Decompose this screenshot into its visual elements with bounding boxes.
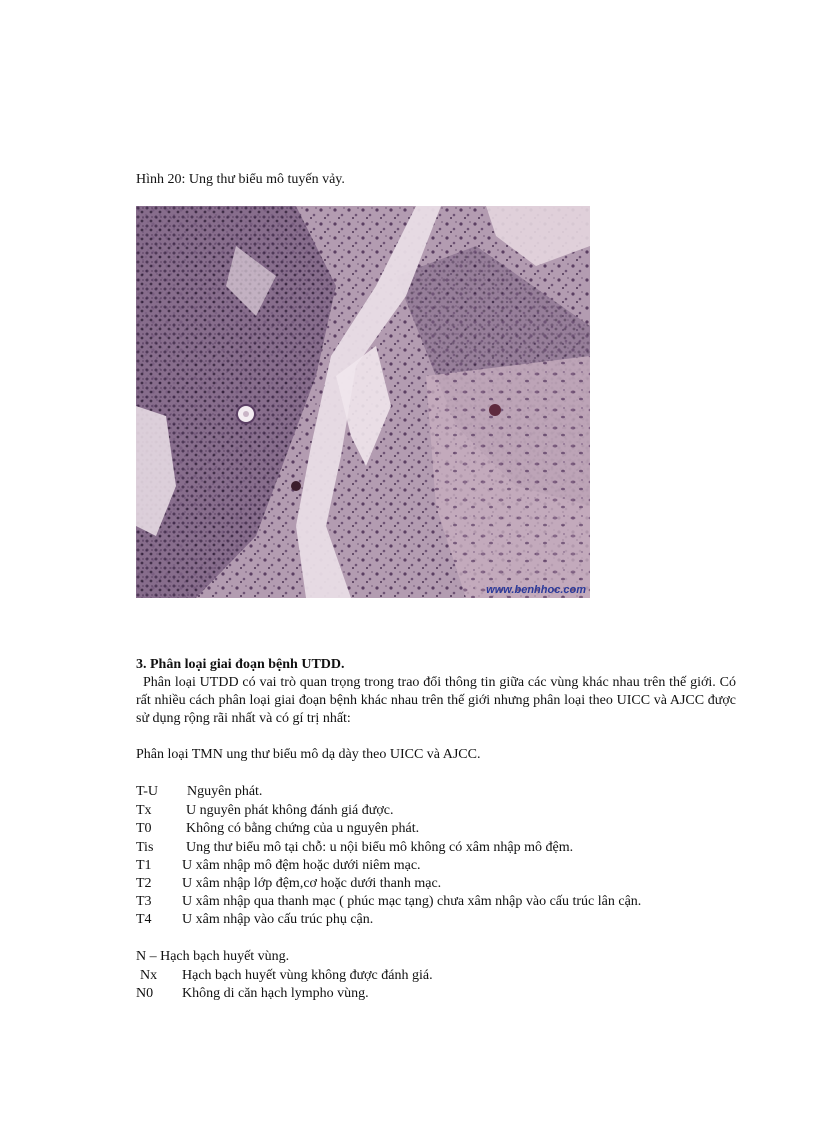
- t-item-desc: U xâm nhập vào cấu trúc phụ cận.: [182, 912, 374, 927]
- t-item-desc: Ung thư biểu mô tại chỗ: u nội biểu mô không có xâm nhập mô đệm.: [186, 840, 574, 855]
- t-item-code: T0: [136, 821, 152, 836]
- image-watermark: www.benhhoc.com: [486, 584, 586, 596]
- histology-micrograph: [136, 206, 590, 598]
- t-item-code: T1: [136, 858, 152, 873]
- n-title: N – Hạch bạch huyết vùng.: [136, 949, 290, 964]
- t-item-code: T-U: [136, 784, 159, 799]
- t-item-code: Tx: [136, 803, 152, 818]
- figure-caption: Hình 20: Ung thư biểu mô tuyến vảy.: [136, 172, 345, 187]
- t-item-desc: U xâm nhập mô đệm hoặc dưới niêm mạc.: [182, 858, 421, 873]
- t-item-code: Tis: [136, 840, 154, 855]
- n-item-code: Nx: [140, 968, 158, 983]
- n-item-desc: Không di căn hạch lympho vùng.: [182, 986, 369, 1001]
- t-item-code: T2: [136, 876, 152, 891]
- t-item-desc: U nguyên phát không đánh giá được.: [186, 803, 394, 818]
- histology-image: [136, 206, 590, 598]
- t-item-code: T4: [136, 912, 152, 927]
- tnm-title: Phân loại TMN ung thư biểu mô dạ dày theo UICC và AJCC.: [136, 747, 481, 762]
- t-item-code: T3: [136, 894, 152, 909]
- t-item-desc: U xâm nhập lớp đệm,cơ hoặc dưới thanh mạc.: [182, 876, 442, 891]
- section-paragraph: Phân loại UTDD có vai trò quan trọng trong trao đổi thông tin giữa các vùng khác nhau trên thế giới. Có rất nhiều cách phân loại giai đoạn bệnh khác nhau trên thế giới nhưng phân loại theo UICC và AJCC được sử dụng rộng rãi nhất và có gí trị nhất:: [136, 675, 736, 726]
- t-item-desc: Không có bằng chứng của u nguyên phát.: [186, 821, 420, 836]
- t-item-desc: U xâm nhập qua thanh mạc ( phúc mạc tạng) chưa xâm nhập vào cấu trúc lân cận.: [182, 894, 642, 909]
- t-item-desc: Nguyên phát.: [187, 784, 263, 799]
- section-heading: 3. Phân loại giai đoạn bệnh UTDD.: [136, 657, 345, 672]
- n-item-code: N0: [136, 986, 154, 1001]
- n-item-desc: Hạch bạch huyết vùng không được đánh giá.: [182, 968, 433, 983]
